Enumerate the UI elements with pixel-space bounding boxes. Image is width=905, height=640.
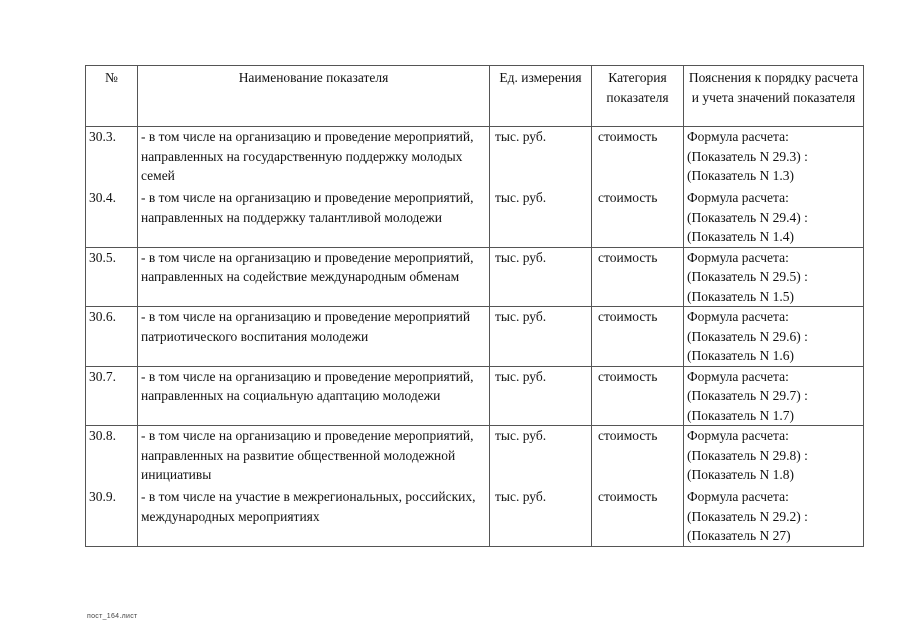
row-name-cell	[138, 127, 490, 248]
row-explanation-cell	[684, 426, 864, 547]
row-number: 30.3.	[89, 129, 116, 144]
row-unit: тыс. руб.	[490, 247, 592, 307]
header-explanation: Пояснения к порядку расчета и учета значений показателя	[684, 66, 864, 127]
row-number: 30.7.	[86, 366, 138, 426]
explanation-title: Формула расчета:	[687, 428, 789, 443]
row-name: - в том числе на организацию и проведение мероприятий, направленных на развитие общественной молодежной инициативы	[141, 428, 474, 482]
explanation-title: Формула расчета:	[687, 190, 789, 205]
row-unit: тыс. руб.	[495, 129, 547, 144]
explanation-formula: (Показатель N 29.7) :	[687, 388, 808, 403]
table-row	[86, 307, 864, 367]
indicators-table	[85, 65, 864, 547]
explanation-divisor: (Показатель N 1.5)	[687, 288, 794, 304]
header-unit: Ед. измерения	[490, 66, 592, 127]
explanation-divisor: (Показатель N 1.3)	[687, 168, 794, 183]
header-number: №	[86, 66, 138, 127]
row-unit: тыс. руб.	[495, 190, 547, 205]
row-name: - в том числе на организацию и проведение мероприятий, направленных на социальную адаптацию молодежи	[138, 366, 490, 426]
row-unit-cell	[490, 426, 592, 547]
table-row	[86, 127, 864, 248]
row-category: стоимость	[598, 129, 658, 144]
explanation-formula: (Показатель N 29.2) :	[687, 508, 808, 524]
row-category: стоимость	[592, 307, 684, 367]
footer-file-mark: пост_164.лист	[87, 613, 138, 620]
explanation-formula: (Показатель N 29.5) :	[687, 269, 808, 284]
row-unit-cell	[490, 127, 592, 248]
explanation-divisor: (Показатель N 1.4)	[687, 229, 794, 244]
table-header-row	[86, 66, 864, 127]
row-unit: тыс. руб.	[490, 307, 592, 367]
row-category: стоимость	[592, 247, 684, 307]
explanation-divisor: (Показатель N 1.7)	[687, 407, 794, 423]
row-unit: тыс. руб.	[490, 366, 592, 426]
row-explanation-cell	[684, 366, 864, 426]
header-category: Категория показателя	[592, 66, 684, 127]
row-number: 30.6.	[86, 307, 138, 367]
row-explanation-cell	[684, 127, 864, 248]
explanation-title: Формула расчета:	[687, 129, 789, 144]
row-name: - в том числе на участие в межрегиональных, российских, международных мероприятиях	[141, 489, 476, 524]
row-category: стоимость	[598, 428, 658, 443]
row-name: - в том числе на организацию и проведение мероприятий, направленных на поддержку талантливой молодежи	[141, 190, 474, 225]
row-category-cell	[592, 426, 684, 547]
explanation-title: Формула расчета:	[687, 309, 789, 324]
row-number: 30.4.	[89, 190, 116, 205]
table-row	[86, 247, 864, 307]
row-explanation-cell	[684, 307, 864, 367]
row-category-cell	[592, 127, 684, 248]
explanation-divisor: (Показатель N 27)	[687, 528, 791, 543]
explanation-formula: (Показатель N 29.3) :	[687, 148, 808, 164]
row-name: - в том числе на организацию и проведение мероприятий, направленных на содействие международным обменам	[138, 247, 490, 307]
row-category: стоимость	[592, 366, 684, 426]
header-name: Наименование показателя	[138, 66, 490, 127]
row-unit: тыс. руб.	[495, 489, 547, 504]
explanation-title: Формула расчета:	[687, 368, 789, 384]
row-number-cell	[86, 127, 138, 248]
explanation-title: Формула расчета:	[687, 489, 789, 504]
explanation-divisor: (Показатель N 1.6)	[687, 348, 794, 363]
explanation-title: Формула расчета:	[687, 249, 789, 265]
row-unit: тыс. руб.	[495, 428, 547, 443]
table-row	[86, 426, 864, 547]
row-category: стоимость	[598, 489, 658, 504]
row-category: стоимость	[598, 190, 658, 205]
table-row	[86, 366, 864, 426]
row-name: - в том числе на организацию и проведение мероприятий патриотического воспитания молодежи	[138, 307, 490, 367]
explanation-formula: (Показатель N 29.4) :	[687, 209, 808, 225]
row-explanation-cell	[684, 247, 864, 307]
row-name: - в том числе на организацию и проведение мероприятий, направленных на государственную поддержку молодых семей	[141, 129, 474, 183]
row-number: 30.5.	[86, 247, 138, 307]
row-number-cell	[86, 426, 138, 547]
explanation-formula: (Показатель N 29.8) :	[687, 447, 808, 463]
row-number: 30.8.	[89, 428, 116, 443]
explanation-formula: (Показатель N 29.6) :	[687, 328, 808, 344]
row-name-cell	[138, 426, 490, 547]
row-number: 30.9.	[89, 489, 116, 504]
explanation-divisor: (Показатель N 1.8)	[687, 467, 794, 482]
